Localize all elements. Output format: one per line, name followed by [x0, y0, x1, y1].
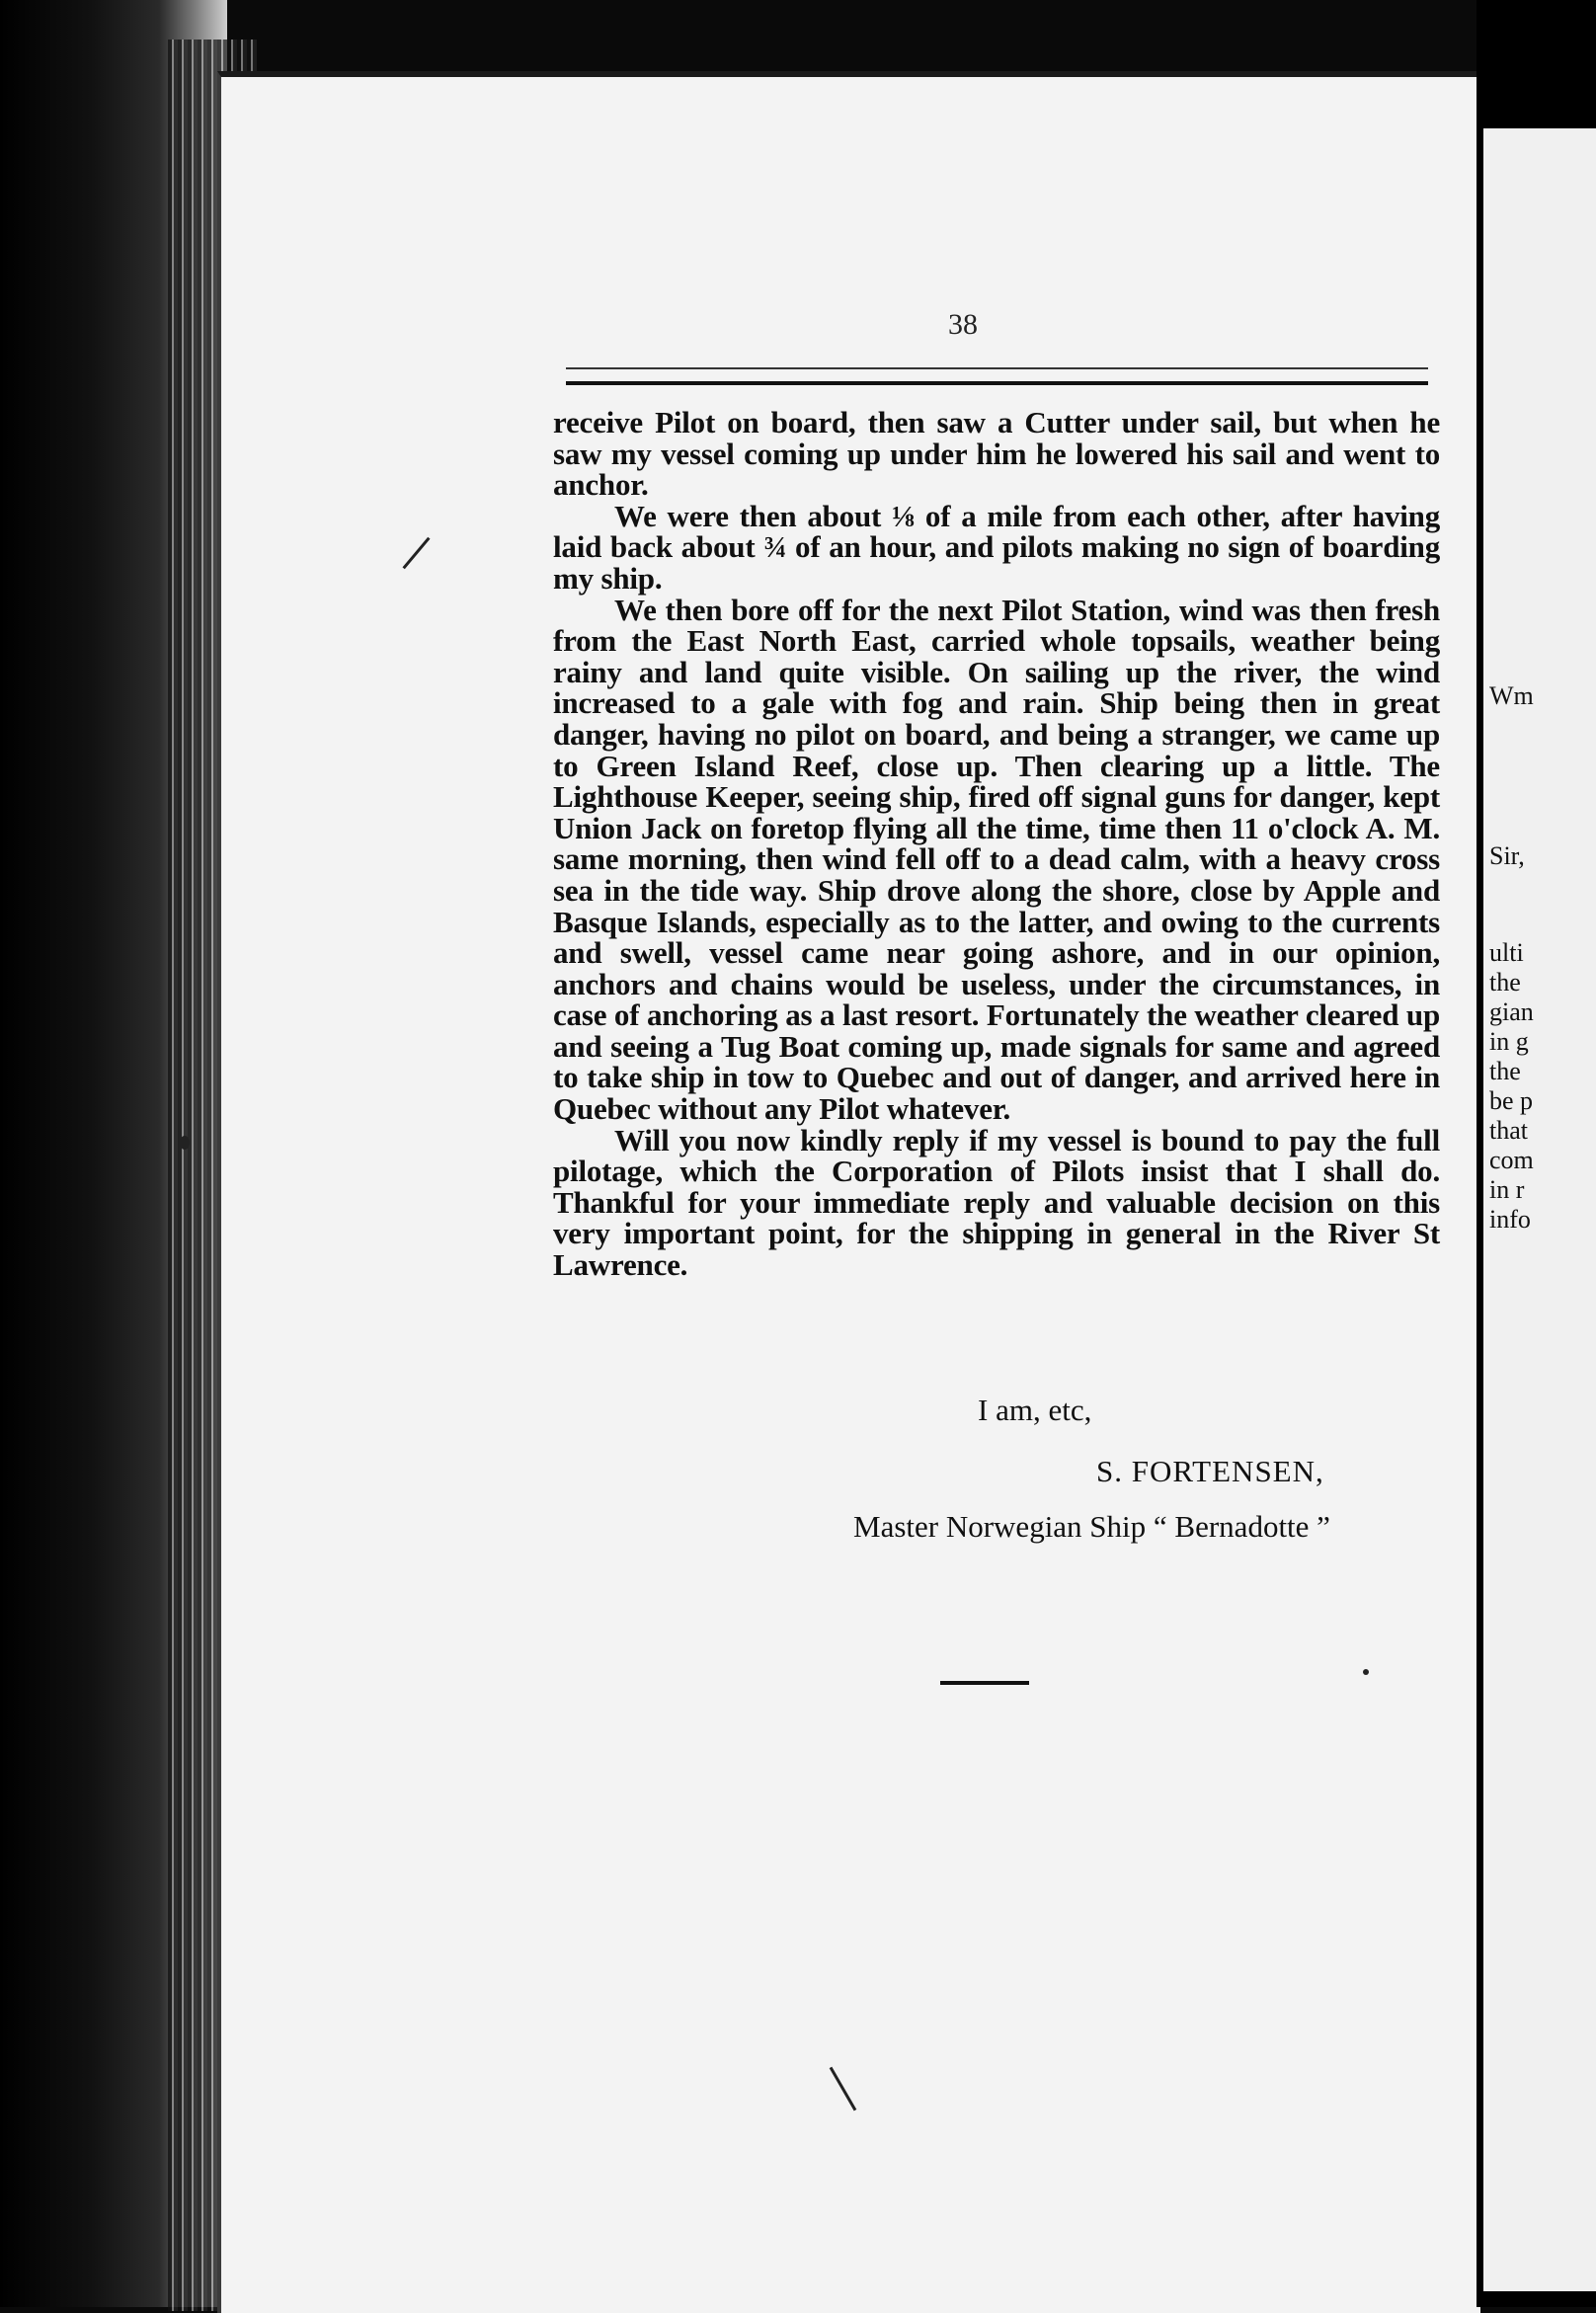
- paragraph: We then bore off for the next Pilot Station, wind was then fresh from the East North East, carried whole topsails, weather being rainy and land quite visible. On sailing up the river, the wind increased to a gale with fog and rain. Ship being then in great danger, having no pilot on board, and being a stranger, we came up to Green Island Reef, close up. Then clearing up a little. The Lighthouse Keeper, seeing ship, fired off signal guns for danger, kept Union Jack on foretop flying all the time, time then 11 o'clock A. M. same morning, then wind fell off to a dead calm, with a heavy cross sea in the tide way. Ship drove along the shore, close by Apple and Basque Islands, especially as to the latter, and owing to the currents and swell, vessel came near going ashore, and in our opinion, anchors and chains would be useless, under the circumstances, in case of anchoring as a last resort. Fortunately the weather cleared up and seeing a Tug Boat coming up, made signals for same and agreed to take ship in tow to Quebec and out of danger, and arrived here in Quebec without any Pilot whatever.: [553, 592, 1440, 1127]
- facing-text: the: [1489, 968, 1521, 997]
- paragraph: We were then about ⅛ of a mile from each other, after having laid back about ¾ of an hour, and pilots making no sign of boarding my ship.: [553, 498, 1440, 596]
- paragraph: receive Pilot on board, then saw a Cutter under sail, but when he saw my vessel coming up under him he lowered his sail and went to anchor.: [553, 405, 1440, 503]
- header-rule-thick: [566, 381, 1428, 385]
- facing-text: be p: [1489, 1086, 1534, 1115]
- page-number: 38: [948, 308, 978, 341]
- facing-text: in r: [1489, 1175, 1525, 1204]
- facing-text: gian: [1489, 997, 1534, 1026]
- paragraph: Will you now kindly reply if my vessel is bound to pay the full pilotage, which the Corporation of Pilots insist that I shall do. Thankful for your immediate reply and valuable decision on this very important point, for the shipping in general in the River St Lawrence.: [553, 1122, 1440, 1283]
- closing-line: I am, etc,: [978, 1393, 1092, 1427]
- scan-speck: [1363, 1669, 1369, 1675]
- signatory-title: Master Norwegian Ship “ Bernadotte ”: [853, 1509, 1330, 1544]
- facing-text: info: [1489, 1205, 1531, 1234]
- letter-body: [553, 407, 1440, 1281]
- scan-speck: [180, 1136, 190, 1150]
- facing-text: that: [1489, 1116, 1528, 1145]
- facing-text: ulti: [1489, 938, 1524, 967]
- end-rule: [940, 1681, 1029, 1685]
- signature: S. FORTENSEN,: [1096, 1454, 1324, 1488]
- facing-text: Sir,: [1489, 841, 1525, 870]
- facing-text: com: [1489, 1146, 1534, 1174]
- facing-page-fragment: [1483, 128, 1596, 2291]
- facing-text: Wm: [1489, 681, 1534, 710]
- header-rule: [566, 367, 1428, 369]
- facing-text: in g: [1489, 1027, 1529, 1056]
- facing-text: the: [1489, 1057, 1521, 1085]
